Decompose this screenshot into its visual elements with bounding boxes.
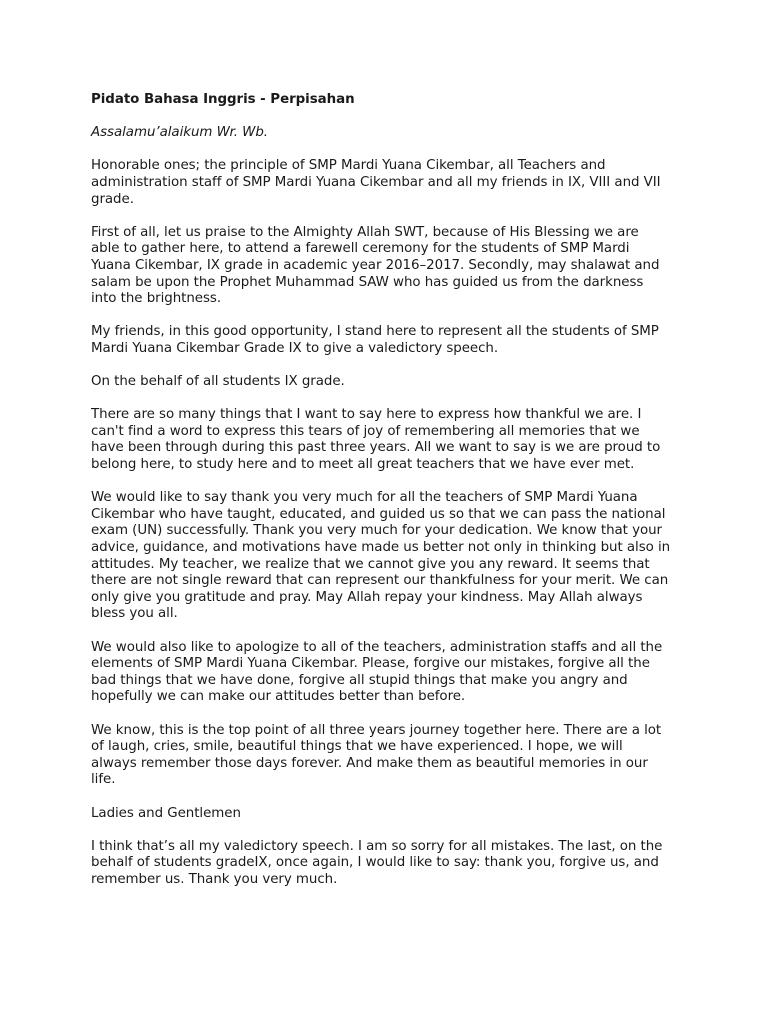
paragraph-thankful: There are so many things that I want to say here to express how thankful we are. I can't find a word to express this tears of joy of remembering all memories that we have been through during this past three years. All we want to say is we are proud to belong here, to study here and to meet all great teachers that we have ever met. <box>91 407 661 473</box>
paragraph-teachers-thanks: We would like to say thank you very much for all the teachers of SMP Mardi Yuana Cikembar who have taught, educated, and guided us so that we can pass the national exam (UN) successfully. Thank you very much for your dedication. We know that your advice, guidance, and motivations have made us better not only in thinking but also in attitudes. My teacher, we realize that we cannot give you any reward. It seems that there are not single reward that can represent our thankfulness for your merit. We can only give you gratitude and pray. May Allah repay your kindness. May Allah always bless you all. <box>91 490 671 622</box>
greeting: Assalamu’alaikum Wr. Wb. <box>91 125 269 141</box>
paragraph-salutation: Honorable ones; the principle of SMP Mardi Yuana Cikembar, all Teachers and administration staff of SMP Mardi Yuana Cikembar and all my friends in IX, VIII and VII grade. <box>91 158 661 207</box>
paragraph-apology: We would also like to apologize to all of the teachers, administration staffs and all the elements of SMP Mardi Yuana Cikembar. Please, forgive our mistakes, forgive all the bad things that we have done, forgive all stupid things that make you angry and hopefully we can make our attitudes better than before. <box>91 639 663 705</box>
paragraph-representation: My friends, in this good opportunity, I stand here to represent all the students of SMP Mardi Yuana Cikembar Grade IX to give a valedictory speech. <box>91 324 659 356</box>
paragraph-behalf: On the behalf of all students IX grade. <box>91 374 345 390</box>
document-title: Pidato Bahasa Inggris - Perpisahan <box>91 92 355 107</box>
paragraph-memories: We know, this is the top point of all three years journey together here. There are a lot of laugh, cries, smile, beautiful things that we have experienced. I hope, we will always remember those days forever. And make them as beautiful memories in our life. <box>91 722 662 788</box>
paragraph-address: Ladies and Gentlemen <box>91 805 241 821</box>
paragraph-closing: I think that’s all my valedictory speech. I am so sorry for all mistakes. The last, on the behalf of students gradeIX, once again, I would like to say: thank you, forgive us, and remember us. Thank you very much. <box>91 838 663 887</box>
paragraph-opening: First of all, let us praise to the Almighty Allah SWT, because of His Blessing we are able to gather here, to attend a farewell ceremony for the students of SMP Mardi Yuana Cikembar, IX grade in academic year 2016–2017. Secondly, may shalawat and salam be upon the Prophet Muhammad SAW who has guided us from the darkness into the brightness. <box>91 224 660 307</box>
document-page <box>91 92 671 905</box>
